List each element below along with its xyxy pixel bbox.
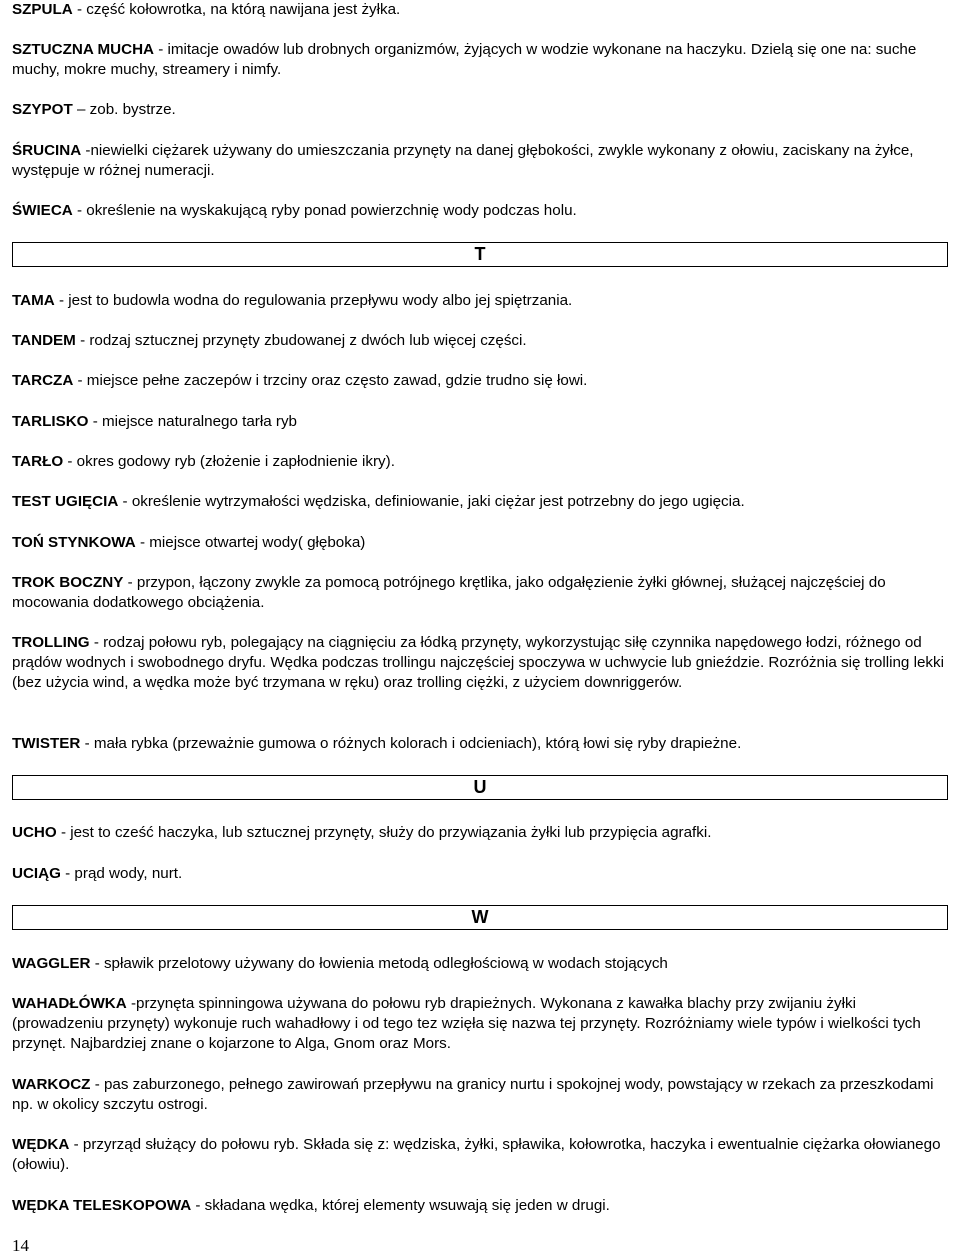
- entry-term: UCIĄG: [12, 865, 61, 882]
- entry-definition: - część kołowrotka, na którą nawijana jest żyłka.: [72, 1, 401, 18]
- entry-definition: - miejsce naturalnego tarła ryb: [88, 413, 298, 430]
- entry-term: WAHADŁÓWKA: [12, 995, 127, 1012]
- entry-definition: - składana wędka, której elementy wsuwają się jeden w drugi.: [191, 1197, 610, 1214]
- entry-term: TARCZA: [12, 372, 74, 389]
- entry-szpula: [12, 0, 948, 20]
- entry-definition: - rodzaj połowu ryb, polegający na ciągnięciu za łódką przynęty, wykorzystując siłę czynnika napędowego łodzi, różnego od prądów wodnych i swobodnego dryfu. Wędka podczas trollingu najczęściej spoczywa w uchwycie lub gnieździe. Rozróżnia się trolling lekki (bez użycia wind, a wędka może być trzymana w ręku) oraz trolling ciężki, z użyciem downriggerów.: [12, 634, 944, 691]
- entry-ucho: [12, 823, 948, 843]
- entry-tandem: [12, 331, 948, 351]
- entry-term: WARKOCZ: [12, 1076, 91, 1093]
- entry-term: TANDEM: [12, 332, 76, 349]
- entry-term: TARLISKO: [12, 413, 89, 430]
- entry-term: WĘDKA TELESKOPOWA: [12, 1197, 192, 1214]
- entry-definition: -niewielki ciężarek używany do umieszczania przynęty na danej głębokości, zwykle wykonany z ołowiu, zaciskany na żyłce, występuje w różnej numeracji.: [12, 142, 914, 179]
- entry-wahadlowka: [12, 994, 948, 1054]
- entry-trolling: [12, 633, 948, 693]
- entry-definition: - przypon, łączony zwykle za pomocą potrójnego krętlika, jako odgałęzienie żyłki głównej, służącej najczęściej do mocowania dodatkowego obciążenia.: [12, 574, 886, 611]
- entry-definition: - przyrząd służący do połowu ryb. Składa się z: wędziska, żyłki, spławika, kołowrotka, haczyka i ewentualnie ciężarka ołowianego (ołowiu).: [12, 1136, 941, 1173]
- entry-szypot: [12, 100, 948, 120]
- entry-tama: [12, 291, 948, 311]
- entry-uciag: [12, 864, 948, 884]
- section-header-u: U: [12, 775, 948, 800]
- entry-term: SZPULA: [12, 1, 73, 18]
- entry-definition: - imitacje owadów lub drobnych organizmów, żyjących w wodzie wykonane na haczyku. Dzielą się one na: suche muchy, mokre muchy, streamery i nimfy.: [12, 41, 917, 78]
- entry-term: TEST UGIĘCIA: [12, 493, 119, 510]
- entry-term: TROK BOCZNY: [12, 574, 124, 591]
- entry-term: TARŁO: [12, 453, 64, 470]
- entry-trok-boczny: [12, 573, 948, 613]
- entry-warkocz: [12, 1075, 948, 1115]
- entry-tarcza: [12, 371, 948, 391]
- entry-definition: - jest to cześć haczyka, lub sztucznej przynęty, służy do przywiązania żyłki lub przypięcia agrafki.: [56, 824, 712, 841]
- entry-definition: - miejsce otwartej wody( głęboka): [135, 534, 366, 551]
- entry-wedka: [12, 1135, 948, 1175]
- entry-wedka-teleskopowa: [12, 1196, 948, 1216]
- entry-waggler: [12, 954, 948, 974]
- entry-definition: -przynęta spinningowa używana do połowu ryb drapieżnych. Wykonana z kawałka blachy przy zwijaniu żyłki (prowadzeniu przynęty) wykonuje ruch wahadłowy i od tego tez wzięła się nazwa tej przynęty. Rozróżniamy wiele typów i wielkości tych przynęt. Najbardziej znane o kojarzone to Alga, Gnom oraz Mors.: [12, 995, 921, 1052]
- entry-srucina: [12, 141, 948, 181]
- entry-term: ŚRUCINA: [12, 142, 82, 159]
- entry-swieca: [12, 201, 948, 221]
- entry-definition: - okres godowy ryb (złożenie i zapłodnienie ikry).: [63, 453, 395, 470]
- entry-twister: [12, 734, 948, 754]
- entry-sztuczna-mucha: [12, 40, 948, 80]
- entry-term: ŚWIECA: [12, 202, 73, 219]
- entry-definition: - spławik przelotowy używany do łowienia metodą odległościową w wodach stojących: [90, 955, 668, 972]
- entry-definition: - rodzaj sztucznej przynęty zbudowanej z dwóch lub więcej części.: [75, 332, 527, 349]
- entry-term: TOŃ STYNKOWA: [12, 534, 136, 551]
- entry-term: WAGGLER: [12, 955, 91, 972]
- entry-definition: - określenie wytrzymałości wędziska, definiowanie, jaki ciężar jest potrzebny do jego ugięcia.: [118, 493, 745, 510]
- entry-definition: - jest to budowla wodna do regulowania przepływu wody albo jej spiętrzania.: [54, 292, 573, 309]
- section-header-t: T: [12, 242, 948, 267]
- entry-tarlo: [12, 452, 948, 472]
- entry-term: TWISTER: [12, 735, 81, 752]
- entry-term: UCHO: [12, 824, 57, 841]
- entry-term: SZTUCZNA MUCHA: [12, 41, 155, 58]
- entry-test-ugiecia: [12, 492, 948, 512]
- section-header-w: W: [12, 905, 948, 930]
- entry-term: WĘDKA: [12, 1136, 70, 1153]
- entry-definition: – zob. bystrze.: [72, 101, 176, 118]
- entry-definition: - prąd wody, nurt.: [60, 865, 183, 882]
- entry-definition: - mała rybka (przeważnie gumowa o różnych kolorach i odcieniach), którą łowi się ryby drapieżne.: [80, 735, 742, 752]
- entry-term: TAMA: [12, 292, 55, 309]
- entry-term: SZYPOT: [12, 101, 73, 118]
- entry-definition: - miejsce pełne zaczepów i trzciny oraz często zawad, gdzie trudno się łowi.: [73, 372, 588, 389]
- entry-term: TROLLING: [12, 634, 90, 651]
- entry-definition: - określenie na wyskakującą ryby ponad powierzchnię wody podczas holu.: [72, 202, 577, 219]
- entry-ton-stynkowa: [12, 533, 948, 553]
- page-number: 14: [12, 1236, 29, 1255]
- entry-definition: - pas zaburzonego, pełnego zawirowań przepływu na granicy nurtu i spokojnej wody, powstający w rzekach za przeszkodami np. w okolicy szczytu ostrogi.: [12, 1076, 934, 1113]
- entry-tarlisko: [12, 412, 948, 432]
